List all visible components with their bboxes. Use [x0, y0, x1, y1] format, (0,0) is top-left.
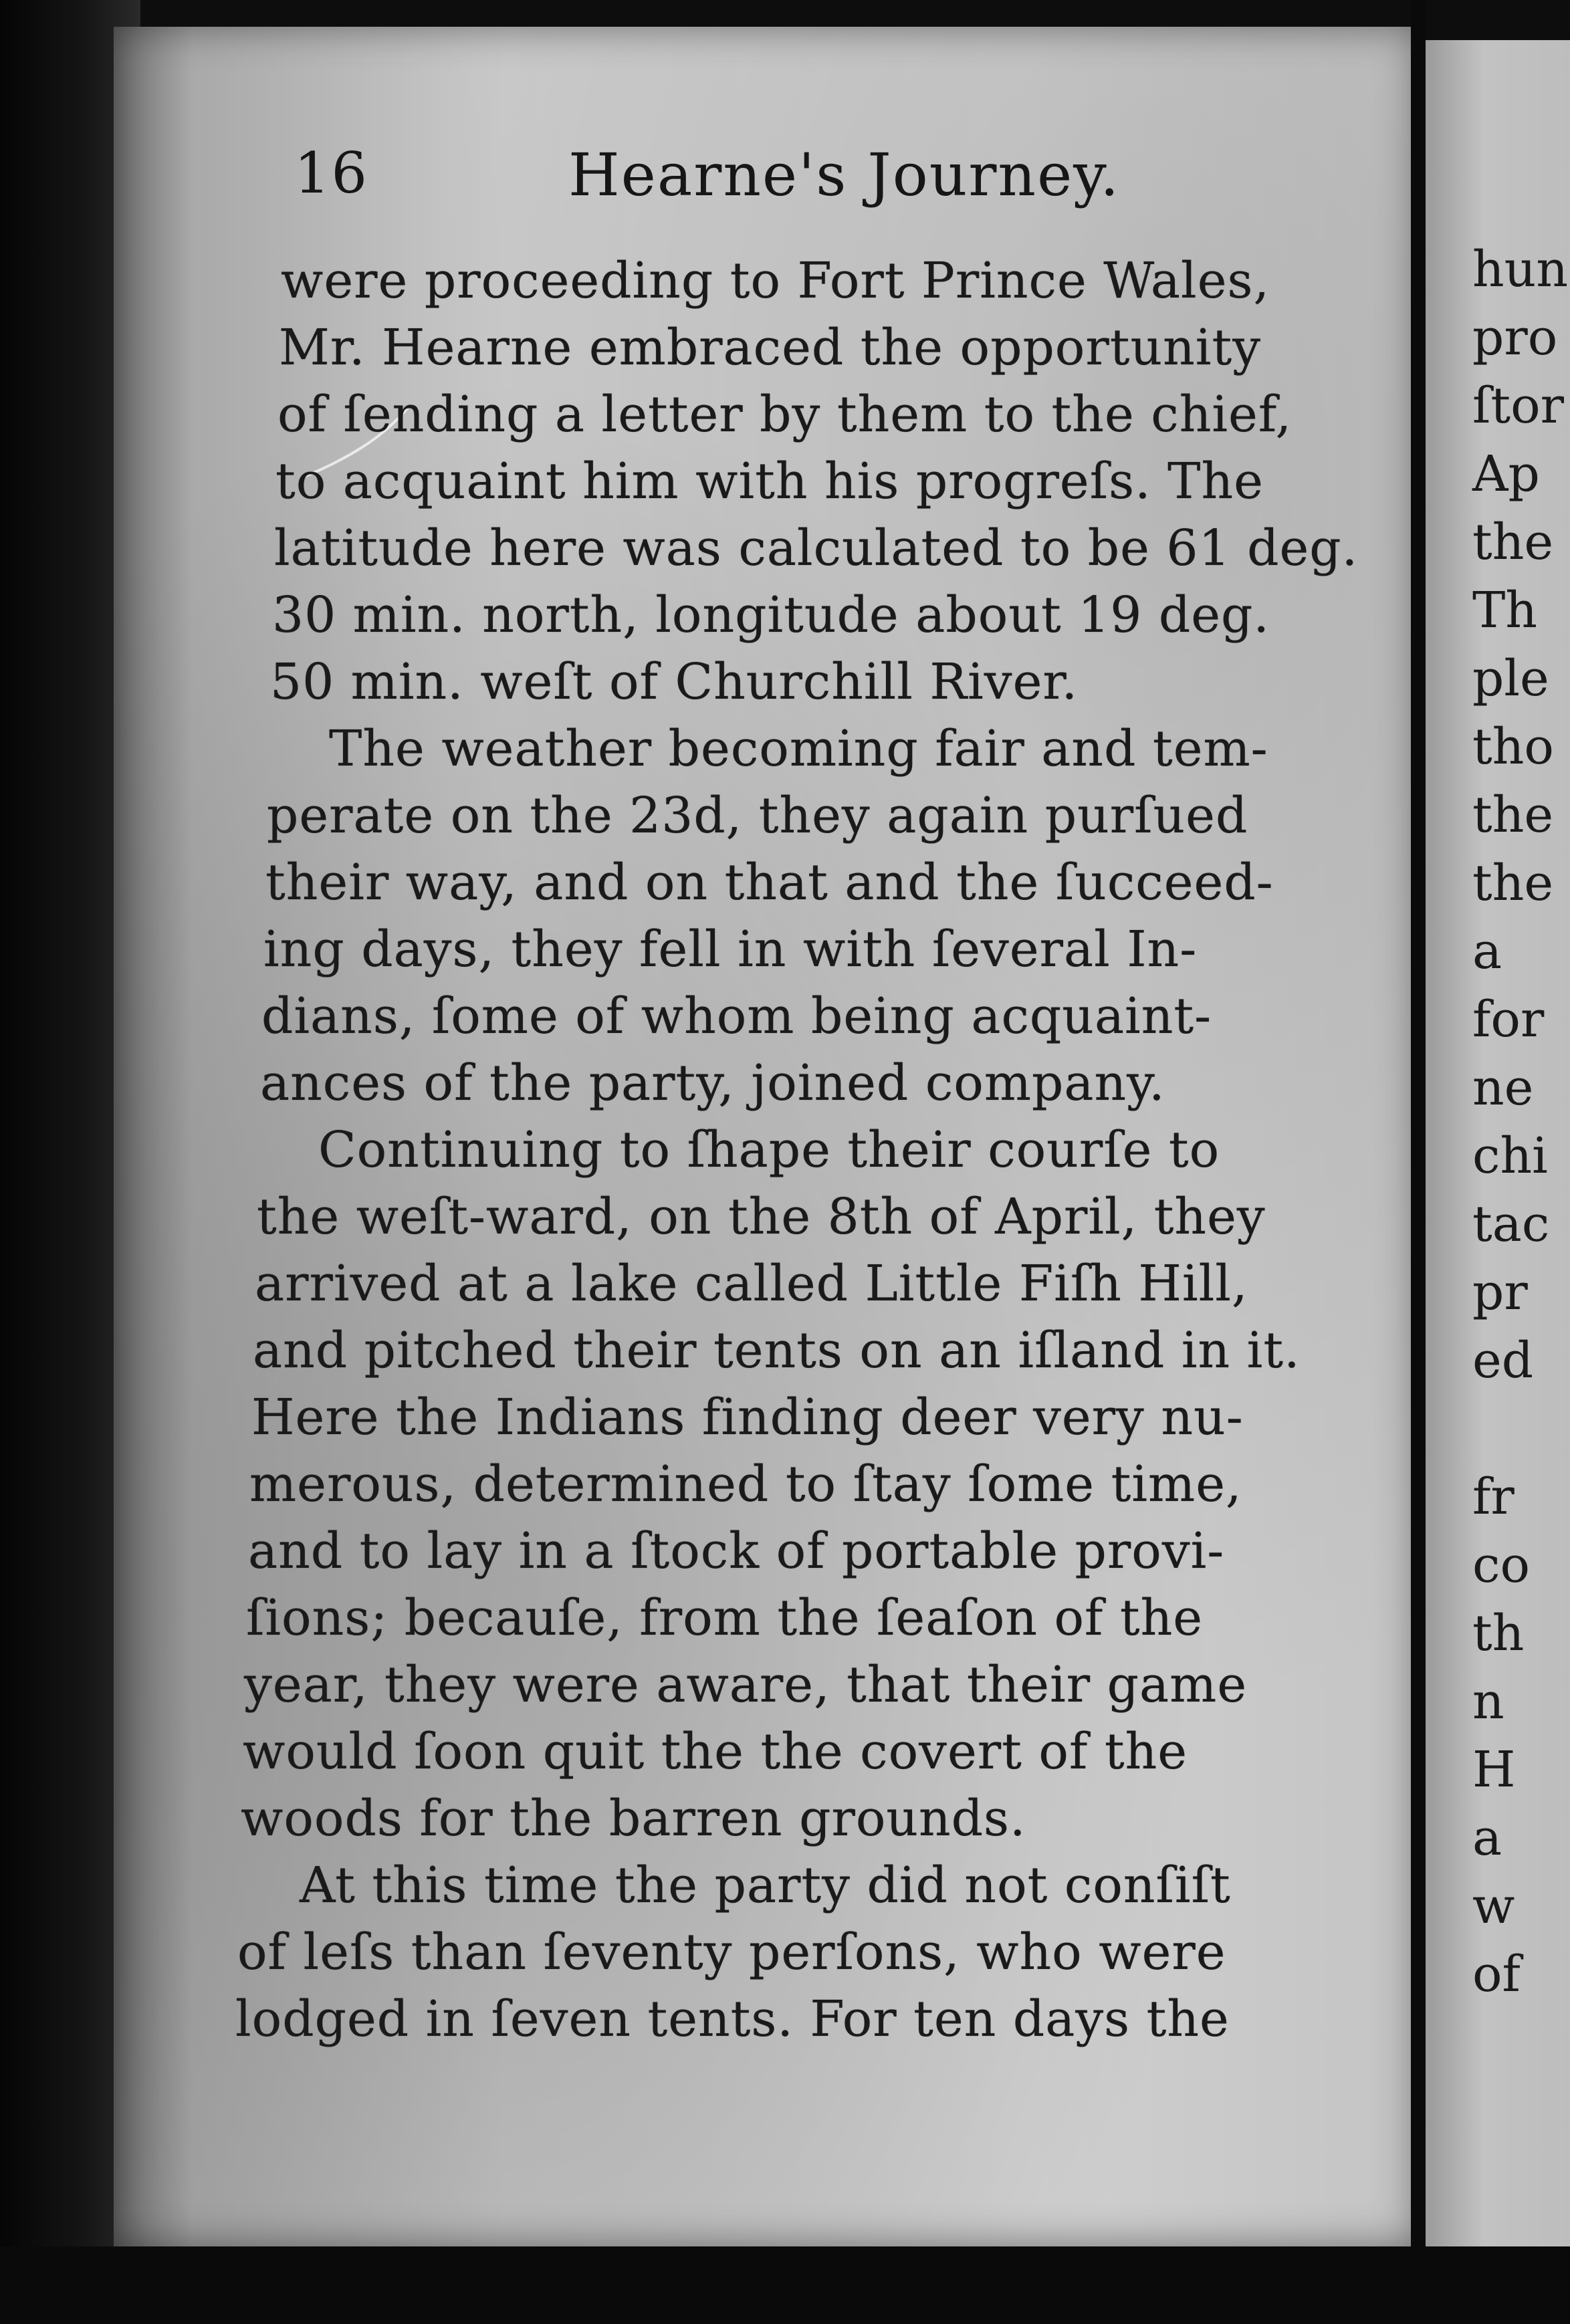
- text-line: woods for the barren grounds.: [241, 1790, 1026, 1847]
- text-line: perate on the 23d, they again purſued: [267, 787, 1248, 844]
- text-line: At this time the party did not conſiſt: [300, 1857, 1231, 1914]
- facing-page-fragment: the: [1472, 786, 1554, 844]
- page-number: 16: [294, 140, 368, 206]
- facing-page-fragment: tho: [1472, 718, 1554, 776]
- text-line: arrived at a lake called Little Fiſh Hill,: [255, 1255, 1248, 1312]
- facing-page-fragment: hun: [1472, 241, 1568, 298]
- text-line: Here the Indians finding deer very nu-: [251, 1389, 1244, 1446]
- facing-page-fragment: H: [1472, 1741, 1516, 1798]
- facing-page-fragment: tac: [1472, 1195, 1550, 1253]
- book-page: [114, 27, 1418, 2246]
- text-line: would ſoon quit the the covert of the: [243, 1723, 1188, 1780]
- facing-page-fragment: a: [1472, 923, 1502, 980]
- facing-page-fragment: Th: [1472, 582, 1538, 639]
- text-line: The weather becoming fair and tem-: [329, 720, 1268, 778]
- facing-page-fragment: pro: [1472, 309, 1558, 366]
- text-line: ances of the party, joined company.: [260, 1054, 1165, 1112]
- text-line: and to lay in a ſtock of portable provi-: [248, 1522, 1225, 1580]
- facing-page-fragment: w: [1472, 1877, 1515, 1935]
- facing-page: [1426, 40, 1570, 2246]
- text-line: latitude here was calculated to be 61 deg.: [274, 519, 1359, 577]
- body-text: [235, 247, 1418, 2053]
- text-line: 30 min. north, longitude about 19 deg.: [272, 586, 1270, 644]
- text-line: ing days, they fell in with ſeveral In-: [263, 921, 1198, 978]
- facing-page-fragment: co: [1472, 1536, 1530, 1594]
- facing-page-fragment: n: [1472, 1673, 1504, 1730]
- text-line: ſions; becauſe, from the ſeaſon of the: [246, 1589, 1204, 1647]
- facing-page-fragment: ne: [1472, 1059, 1534, 1117]
- facing-page-fragment: for: [1472, 991, 1545, 1048]
- text-line: Mr. Hearne embraced the opportunity: [279, 319, 1262, 376]
- facing-page-fragment: ed: [1472, 1332, 1534, 1389]
- text-line: were proceeding to Fort Prince Wales,: [281, 252, 1270, 310]
- text-line: the weſt-ward, on the 8th of April, they: [257, 1188, 1266, 1246]
- facing-page-fragment: fr: [1472, 1468, 1515, 1526]
- text-line: Continuing to ſhape their courſe to: [318, 1121, 1220, 1179]
- text-line: their way, and on that and the ſucceed-: [265, 854, 1274, 911]
- facing-page-fragment: th: [1472, 1605, 1525, 1662]
- facing-page-fragment: a: [1472, 1809, 1502, 1867]
- text-line: and pitched their tents on an iſland in it.: [253, 1322, 1301, 1379]
- text-line: of leſs than ſeventy perſons, who were: [237, 1924, 1226, 1981]
- page-header: [294, 140, 1230, 234]
- text-line: year, they were aware, that their game: [244, 1656, 1248, 1714]
- scan-edge-bottom: [0, 2246, 1570, 2324]
- text-line: lodged in ſeven tents. For ten days the: [235, 1990, 1230, 2048]
- facing-page-fragment: Ap: [1472, 445, 1540, 503]
- running-title: Hearne's Journey.: [568, 140, 1121, 209]
- facing-page-fragment: ſtor: [1472, 377, 1565, 435]
- facing-page-fragment: pr: [1472, 1264, 1528, 1321]
- gutter-divider: [1411, 0, 1426, 2324]
- facing-page-fragment: the: [1472, 513, 1554, 571]
- text-line: to acquaint him with his progreſs. The: [275, 453, 1264, 510]
- text-line: merous, determined to ſtay ſome time,: [249, 1456, 1242, 1513]
- facing-page-fragment: the: [1472, 854, 1554, 912]
- facing-page-fragment: of: [1472, 1946, 1521, 2003]
- text-line: of ſending a letter by them to the chief,: [277, 386, 1293, 443]
- facing-page-fragment: chi: [1472, 1127, 1548, 1185]
- facing-page-fragment: ple: [1472, 650, 1549, 707]
- text-line: 50 min. weſt of Churchill River.: [270, 653, 1079, 711]
- text-line: dians, ſome of whom being acquaint-: [261, 987, 1212, 1045]
